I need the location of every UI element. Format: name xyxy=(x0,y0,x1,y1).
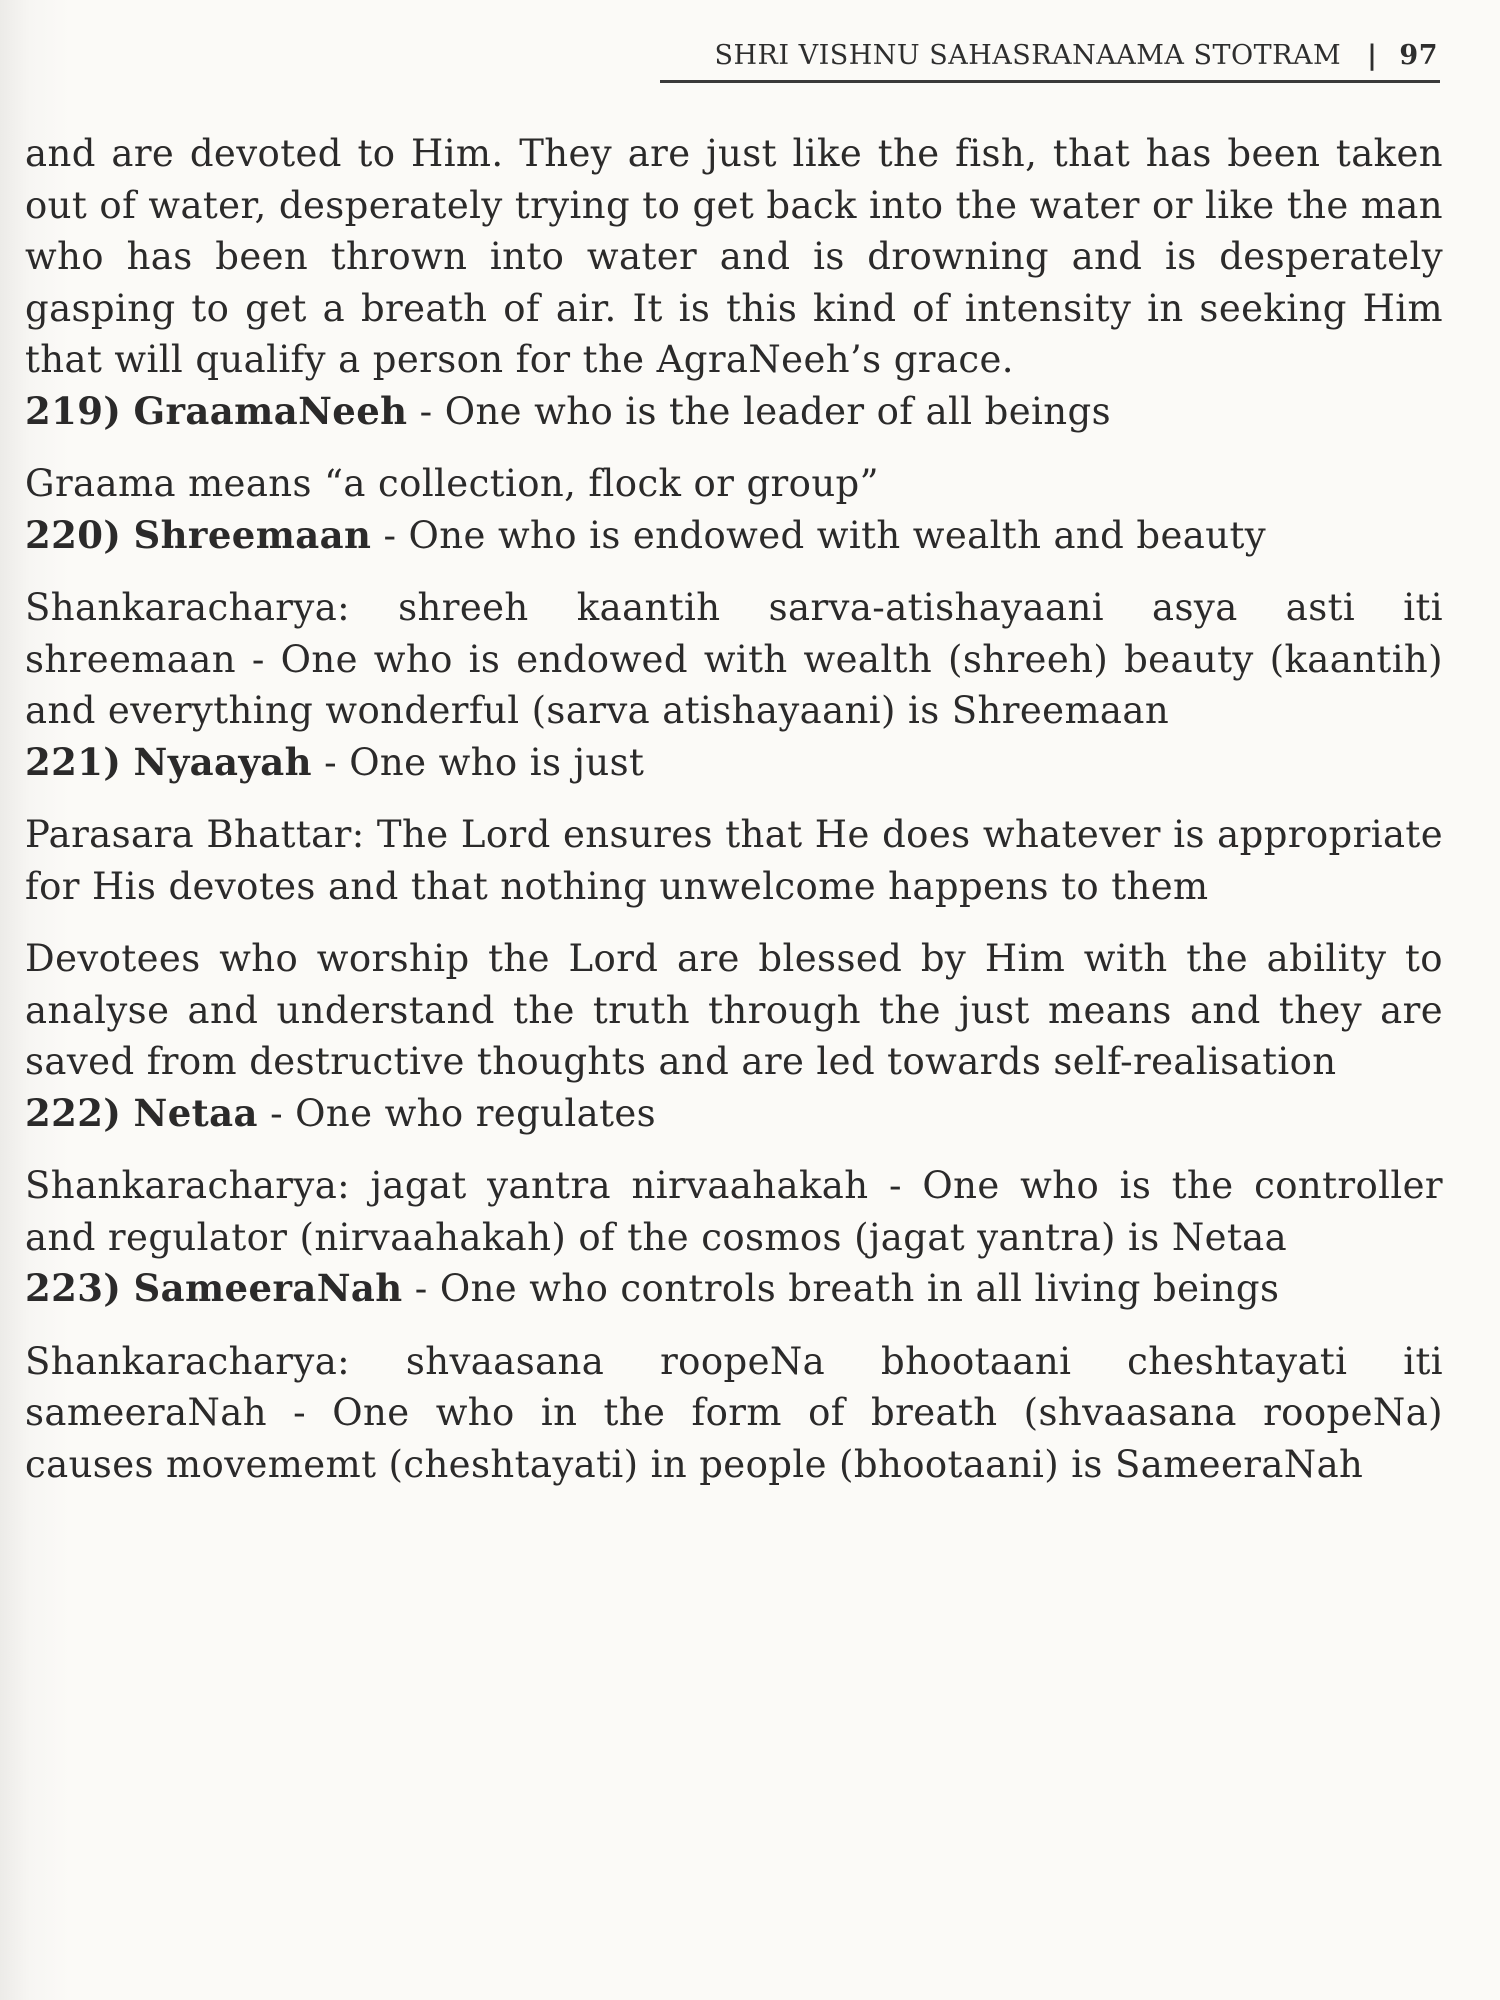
entry-221-paragraph-1: Parasara Bhattar: The Lord ensures that He does whatever is appropriate for His devotes and that nothing unwelcome happens to them xyxy=(25,813,1443,908)
entry-number: 221) xyxy=(25,739,122,784)
entry-meaning: - One who is endowed with wealth and beauty xyxy=(383,513,1267,557)
entry-name: SameeraNah xyxy=(133,1266,403,1310)
entry-221-heading xyxy=(25,737,1443,789)
entry-219-paragraph: Graama means “a collection, flock or group” xyxy=(25,462,879,505)
header-separator: | xyxy=(1367,39,1378,71)
intro-paragraph: and are devoted to Him. They are just like the fish, that has been taken out of water, desperately trying to get back into the water or like the man who has been thrown into water and is drowning and is desperately gasping to get a breath of air. It is this kind of intensity in seeking Him that will qualify a person for the AgraNeeh’s grace. xyxy=(25,132,1443,381)
entry-meaning: - One who regulates xyxy=(270,1091,657,1135)
entry-name: Netaa xyxy=(133,1090,258,1135)
entry-name: Shreemaan xyxy=(133,512,372,557)
entry-220-heading xyxy=(25,510,1443,562)
entry-222-paragraph: Shankaracharya: jagat yantra nirvaahakah - One who is the controller and regulator (nirvaahakah) of the cosmos (jagat yantra) is Netaa xyxy=(25,1164,1443,1259)
entry-223-heading xyxy=(25,1263,1443,1315)
entry-220-paragraph: Shankaracharya: shreeh kaantih sarva-atishayaani asya asti iti shreemaan - One who is endowed with wealth (shreeh) beauty (kaantih) and everything wonderful (sarva atishayaani) is Shreemaan xyxy=(25,586,1443,732)
entry-number: 223) xyxy=(25,1266,122,1310)
entry-name: GraamaNeeh xyxy=(133,388,408,433)
entry-meaning: - One who controls breath in all living beings xyxy=(414,1267,1280,1310)
entry-223-paragraph: Shankaracharya: shvaasana roopeNa bhootaani cheshtayati iti sameeraNah - One who in the form of breath (shvaasana roopeNa) causes movememt (cheshtayati) in people (bhootaani) is SameeraNah xyxy=(25,1339,1443,1486)
entry-number: 220) xyxy=(25,512,122,557)
entry-number: 219) xyxy=(25,388,122,433)
running-header xyxy=(660,30,1440,83)
entry-meaning: - One who is just xyxy=(324,740,645,784)
entry-name: Nyaayah xyxy=(133,739,312,784)
page-body xyxy=(25,128,1443,1490)
entry-222-heading xyxy=(25,1088,1443,1140)
entry-number: 222) xyxy=(25,1090,122,1135)
entry-219-heading xyxy=(25,386,1443,438)
book-title: SHRI VISHNU SAHASRANAAMA STOTRAM xyxy=(714,39,1342,71)
entry-meaning: - One who is the leader of all beings xyxy=(419,389,1111,433)
entry-221-paragraph-2: Devotees who worship the Lord are blessed by Him with the ability to analyse and understand the truth through the just means and they are saved from destructive thoughts and are led towards self-realisation xyxy=(25,937,1443,1083)
page-number: 97 xyxy=(1399,39,1438,71)
